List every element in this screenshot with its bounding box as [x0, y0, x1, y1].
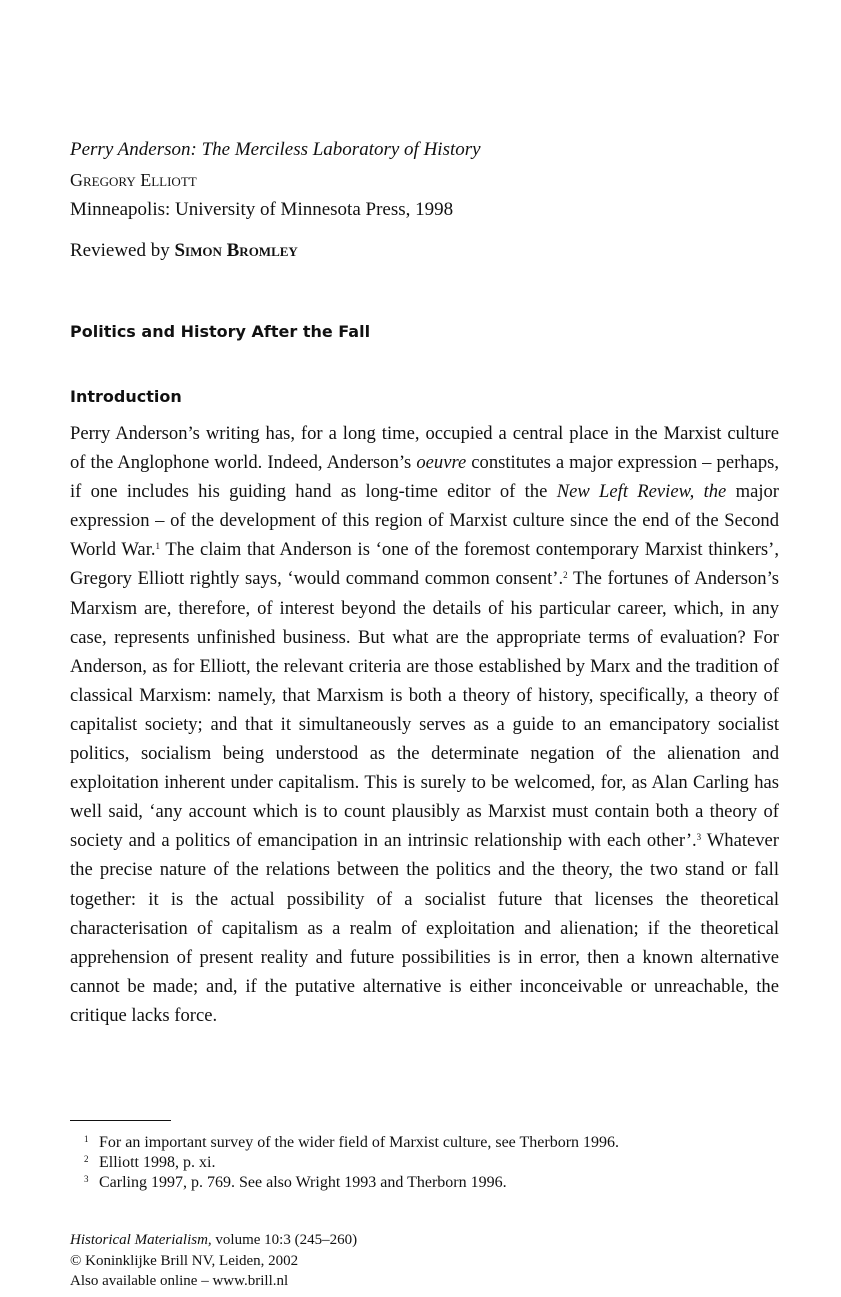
footnote-ref-3[interactable]: 3 — [696, 832, 702, 843]
body-text-part: Whatever the precise nature of the relations between the politics and the theory, the two stand or fall together: it is the actual possibility of a socialist future that licenses the theoretical characterisation of capitalism as a realm of exploitation and alienation; if the theoretical apprehension of present reality and future possibilities is in error, then a known alternative cannot be made; and, if the putative alternative is either inconceivable or unreachable, the critique lacks force. — [70, 830, 779, 1026]
footnote-number: 1 — [84, 1134, 89, 1144]
body-paragraph — [70, 419, 779, 1030]
section-heading: Introduction — [70, 387, 182, 406]
footnote-ref-1[interactable]: 1 — [155, 541, 161, 552]
footnote-text: Elliott 1998, p. xi. — [99, 1154, 216, 1171]
body-text-part: major expression – of the development of this region of Marxist culture since the end of the Second World War. — [70, 481, 779, 561]
footnotes — [84, 1131, 619, 1191]
article-title: Politics and History After the Fall — [70, 322, 371, 341]
book-author: Gregory Elliott — [70, 170, 197, 190]
footnote — [84, 1131, 619, 1151]
journal-name: Historical Materialism, — [70, 1232, 212, 1248]
body-italic-journal: New Left Review, the — [556, 481, 727, 503]
reviewed-by-prefix: Reviewed by — [70, 240, 175, 261]
footnote-number: 2 — [84, 1154, 89, 1164]
footnote-ref-2[interactable]: 2 — [563, 570, 568, 581]
footnote-text: For an important survey of the wider field of Marxist culture, see Therborn 1996. — [99, 1134, 620, 1151]
journal-online[interactable]: Also available online – www.brill.nl — [70, 1273, 289, 1289]
book-title: Perry Anderson: The Merciless Laboratory of History — [70, 139, 481, 160]
body-text-part: constitutes a major expression – perhaps, if one includes his guiding hand as long-time editor of the — [70, 452, 779, 503]
journal-volume: volume 10:3 (245–260) — [211, 1232, 358, 1248]
body-text-part: Perry Anderson’s writing has, for a long time, occupied a central place in the Marxist culture of the Anglophone world. Indeed, Anderson’s — [70, 423, 779, 474]
body-text-part: The claim that Anderson is ‘one of the foremost contemporary Marxist thinkers’, Gregory Elliott rightly says, ‘would command common consent’. — [70, 539, 780, 590]
journal-copyright: © Koninklijke Brill NV, Leiden, 2002 — [70, 1252, 299, 1269]
body-italic-oeuvre: oeuvre — [416, 452, 467, 474]
journal-info — [70, 1230, 357, 1292]
footnote-text: Carling 1997, p. 769. See also Wright 1993 and Therborn 1996. — [99, 1174, 507, 1191]
body-text-part: The fortunes of Anderson’s Marxism are, therefore, of interest beyond the details of his particular career, which, in any case, represents unfinished business. But what are the appropriate terms of evaluation? For Anderson, as for Elliott, the relevant criteria are those established by Marx and the tradition of classical Marxism: namely, that Marxism is both a theory of history, specifically, a theory of capitalist society; and that it simultaneously serves as a guide to an emancipatory socialist politics, socialism being understood as the determinate negation of the alienation and exploitation inherent under capitalism. This is surely to be welcomed, for, as Alan Carling has well said, ‘any account which is to count plausibly as Marxist must contain both a theory of society and a politics of emancipation in an intrinsic relationship with each other’. — [70, 568, 779, 852]
footnote — [84, 1171, 619, 1191]
footnote-number: 3 — [84, 1174, 89, 1184]
footnote-divider — [70, 1120, 171, 1121]
footnote — [84, 1151, 619, 1171]
reviewed-by-line — [70, 240, 298, 262]
book-publisher: Minneapolis: University of Minnesota Press, 1998 — [70, 199, 454, 220]
reviewer-name: Simon Bromley — [174, 240, 298, 261]
journal-citation — [70, 1230, 357, 1251]
